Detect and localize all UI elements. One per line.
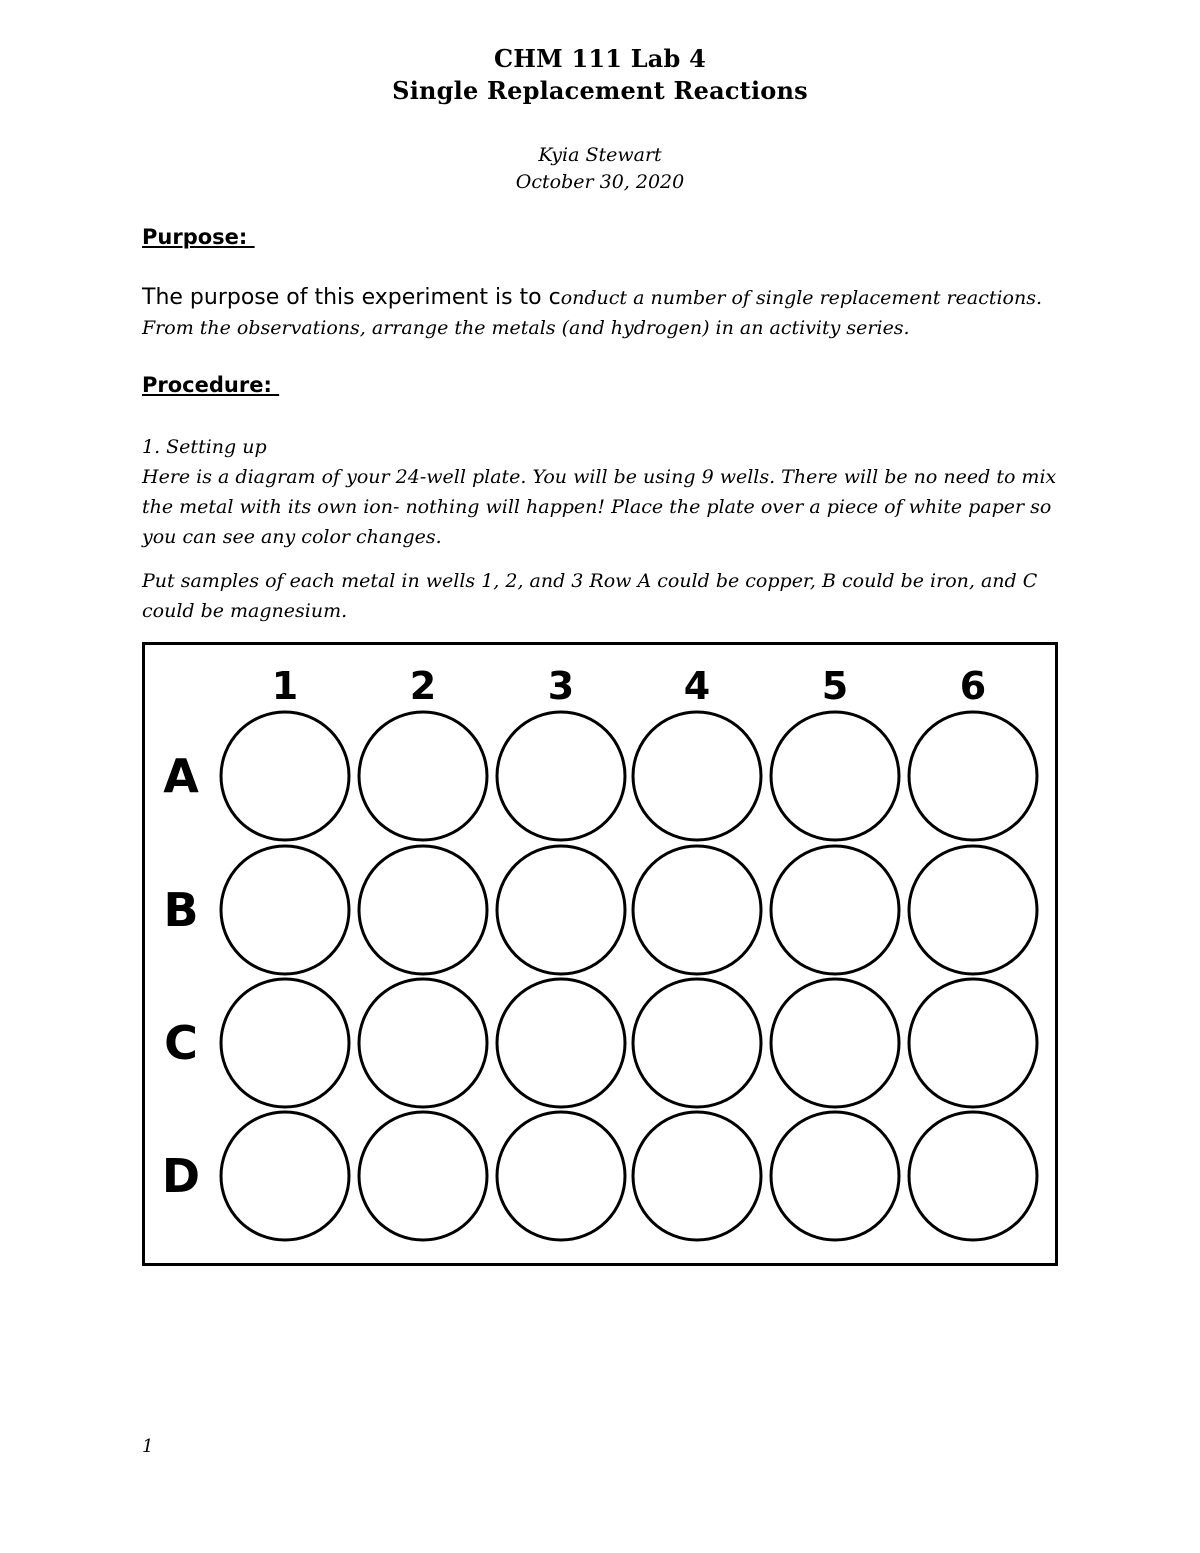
page-number: 1 bbox=[142, 1436, 154, 1457]
well-D2 bbox=[359, 1112, 487, 1240]
column-label-5: 5 bbox=[821, 664, 849, 708]
document-subtitle: Single Replacement Reactions bbox=[392, 76, 808, 105]
well-D3 bbox=[497, 1112, 625, 1240]
document-title: CHM 111 Lab 4 bbox=[493, 44, 706, 73]
well-C4 bbox=[633, 979, 761, 1107]
column-label-4: 4 bbox=[683, 664, 711, 708]
well-A1 bbox=[221, 712, 349, 840]
well-B5 bbox=[771, 846, 899, 974]
well-B3 bbox=[497, 846, 625, 974]
well-A3 bbox=[497, 712, 625, 840]
well-D6 bbox=[909, 1112, 1037, 1240]
row-label-C: C bbox=[164, 1016, 198, 1070]
well-B2 bbox=[359, 846, 487, 974]
column-label-6: 6 bbox=[959, 664, 987, 708]
well-C1 bbox=[221, 979, 349, 1107]
column-label-2: 2 bbox=[409, 664, 437, 708]
step1-title: 1. Setting up bbox=[142, 436, 267, 458]
purpose-heading: Purpose: bbox=[142, 225, 255, 249]
row-label-B: B bbox=[163, 883, 199, 937]
well-D5 bbox=[771, 1112, 899, 1240]
well-A2 bbox=[359, 712, 487, 840]
step1-description: Here is a diagram of your 24-well plate. You will be using 9 wells. There will be no need to mix the metal with its own ion- nothing will happen! Place the plate over a piece of white paper so you can see any color changes. bbox=[142, 466, 1057, 548]
well-A5 bbox=[771, 712, 899, 840]
purpose-paragraph bbox=[142, 283, 1072, 343]
purpose-lead-text: The purpose of this experiment is to c bbox=[142, 285, 561, 310]
well-C5 bbox=[771, 979, 899, 1107]
well-C3 bbox=[497, 979, 625, 1107]
well-D1 bbox=[221, 1112, 349, 1240]
well-B4 bbox=[633, 846, 761, 974]
column-label-1: 1 bbox=[271, 664, 299, 708]
row-label-A: A bbox=[163, 749, 199, 803]
well-C2 bbox=[359, 979, 487, 1107]
author-name: Kyia Stewart bbox=[538, 144, 662, 166]
step1-instructions: Put samples of each metal in wells 1, 2, and 3 Row A could be copper, B could be iron, and C could be magnesium. bbox=[142, 570, 1038, 622]
well-plate-diagram bbox=[142, 642, 1058, 1266]
document-date: October 30, 2020 bbox=[515, 171, 685, 193]
well-B6 bbox=[909, 846, 1037, 974]
well-B1 bbox=[221, 846, 349, 974]
row-label-D: D bbox=[161, 1149, 201, 1203]
well-D4 bbox=[633, 1112, 761, 1240]
well-A6 bbox=[909, 712, 1037, 840]
purpose-body-text: onduct a number of single replacement reactions. From the observations, arrange the metals (and hydrogen) in an activity series. bbox=[142, 287, 1043, 339]
procedure-heading: Procedure: bbox=[142, 373, 280, 397]
well-C6 bbox=[909, 979, 1037, 1107]
column-label-3: 3 bbox=[547, 664, 575, 708]
well-A4 bbox=[633, 712, 761, 840]
